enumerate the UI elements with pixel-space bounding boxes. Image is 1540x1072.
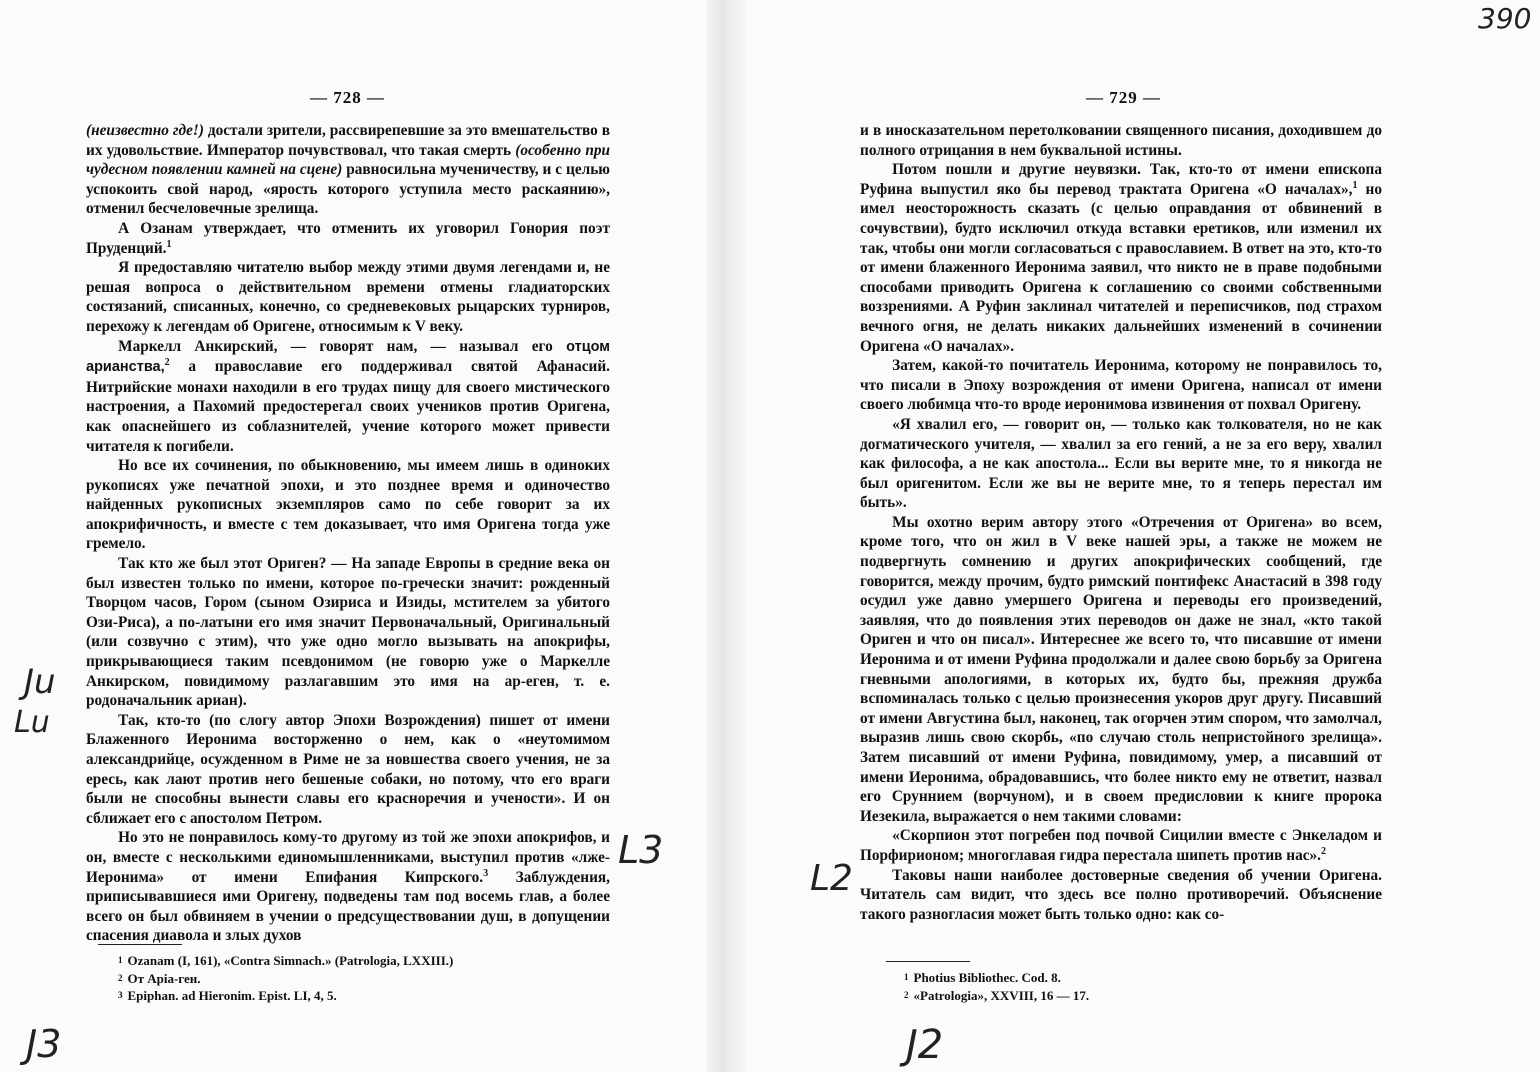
- footnote: [904, 969, 1364, 987]
- footnotes: [904, 969, 1364, 1004]
- footnote-mark: 2: [118, 972, 123, 983]
- paragraph: Так кто же был этот Ориген? — На западе Европы в средние века он был известен только по имени, которое по-гречески значит: рожденный Творцом часов, Гором (сыном Озириса и Изиды, мстителем за убитого Ози-Риса), а по-латыни его имя значит Первоначальный, Оригинальный (или созвучно с этим), что уже одно могло вызывать на апокрифы, прикрывающиеся таким псевдонимом (не говорю уже о Маркелле Анкирском, повидимому разлагавшим это имя на ар-еген, т. е. родоначальник ариан).: [86, 555, 610, 710]
- paragraph: Таковы наши наиболее достоверные сведения об учении Оригена. Читатель сам видит, что здесь все полно противоречий. Объяснение такого разногласия может быть только одно: как со-: [860, 866, 1382, 923]
- handwritten-annotation: J3: [26, 1022, 62, 1066]
- footnote-mark: 1: [118, 955, 123, 965]
- handwritten-annotation: Ju: [24, 662, 56, 702]
- footnote-mark: 2: [904, 989, 909, 1000]
- paragraph: Затем, какой-то почитатель Иеронима, которому не понравилось то, что писали в Эпоху возрождения от имени Оригена, написал от имени своего любимца что-то вроде иеронимова извинения от похвал Оригену.: [860, 357, 1382, 414]
- left-page: [0, 0, 706, 1072]
- paragraph: «Я хвалил его, — говорит он, — только как толкователя, но не как догматического учителя, — хвалил за его гений, а не за его веру, хвалил как философа, а не как апостола... Если вы верите мне, то я никогда не был оригенитом. Если же вы не верите мне, то я теперь перестал им быть».: [860, 415, 1382, 512]
- footnote-text: Epiphan. ad Hieronim. Epist. LI, 4, 5.: [127, 988, 337, 1003]
- footnote: [118, 952, 578, 970]
- footnote-text: «Patrologia», XXVIII, 16 — 17.: [913, 987, 1090, 1003]
- paragraph: А Озанам утверждает, что отменить их уговорил Гонория поэт Пруденций.$^1$: [86, 219, 610, 257]
- footnote-text: Ozanam (I, 161), «Contra Simnach.» (Patrologia, LXXIII.): [127, 953, 454, 968]
- paragraph: и в иносказательном перетолковании священного писания, доходившем до полного отрицания в нем буквальной истины.: [860, 122, 1382, 159]
- paragraph: Так, кто-то (по слогу автор Эпохи Возрождения) пишет от имени Блаженного Иеронима восторженно о нем, как о «неутомимом александрийце, осужденном в Риме не за новшества своего учения, не за ересь, как лают против него бешеные собаки, но потому, что его враги были не способны вынести славы его красноречия и учености». И он сближает его с апостолом Петром.: [86, 711, 610, 827]
- footnotes: [118, 952, 578, 1005]
- paragraph: Но все их сочинения, по обыкновению, мы имеем лишь в одиноких рукописях уже печатной эпохи, и это позднее время и одиночество найденных рукописных экземпляров само по себе говорит за их апокрифичность, и вместе с тем доказывает, что имя Оригена тогда уже гремело.: [86, 457, 610, 553]
- paragraph: Я предоставляю читателю выбор между этими двумя легендами и, не решая вопроса о действительном времени отмены гладиаторских состязаний, списанных, конечно, со средневековых рыцарских турниров, перехожу к легендам об Оригене, относимым к V веку.: [86, 259, 610, 335]
- footnote: [118, 970, 578, 988]
- footnote-rule: [886, 961, 970, 962]
- footnote-text: Photius Bibliothec. Cod. 8.: [913, 970, 1061, 985]
- paragraph: «Скорпион этот погребен под почвой Сицилии вместе с Энкеладом и Порфирионом; многоглавая гидра перестала шипеть против нас».$^2$: [860, 827, 1382, 864]
- footnote-rule: [98, 944, 182, 945]
- handwritten-annotation: 390: [1478, 2, 1532, 35]
- handwritten-annotation: L2: [810, 858, 853, 899]
- body-text: [860, 121, 1382, 924]
- footnote-text: От Apia-ген.: [127, 970, 201, 986]
- paragraph: Но это не понравилось кому-то другому из той же эпохи апокрифов, и он, вместе с несколькими единомышленниками, выступил против «лже-Иеронима» от имени Епифания Кипрского.$^3$ Заблуждения, приписывавшиеся ими Оригену, подведены там под восемь глав, а более всего он был обвиняем в учении о предсуществовании душ, в допущении спасения диавола и злых духов: [86, 829, 610, 945]
- right-page: [746, 0, 1540, 1072]
- page-number: — 729 —: [1086, 88, 1161, 107]
- footnote-mark: 3: [118, 990, 123, 1000]
- footnote: [118, 987, 578, 1005]
- paragraph: Мы охотно верим автору этого «Отречения от Оригена» во всем, кроме того, что он жил в V веке нашей эры, а также не можем не подвергнуть сомнению и других апокрифических сообщений, где говорится, между прочим, будто римский понтифекс Анастасий в 398 году осудил уже давно умершего Оригена и переводы его произведений, заявляя, что до появления этих переводов он даже не знал, «кто такой Ориген и что он писал». Интереснее же всего то, что писавшие от имени Иеронима и от имени Руфина продолжали и далее свою борьбу за Оригена гневными апологиями, в которых их, будто бы, прежняя дружба вспоминалась только с целью произнесения укоров друг другу. Писавший от имени Августина был, наконец, так огорчен этим спором, что замолчал, выразив лишь свою скорбь, «по случаю столь непристойного зрелища». Затем писавший от имени Руфина, повидимому, умер, а писавший от имени Иеронима, обрадовавшись, что более никто ему не ответит, назвал его Сруннием (ворчуном), и в своем предисловии к книге пророка Иезекила, выражается о нем такими словами:: [860, 513, 1382, 825]
- body-text: [86, 121, 610, 946]
- page-number: — 728 —: [310, 88, 385, 107]
- footnote-mark: 1: [904, 972, 909, 982]
- handwritten-annotation: J2: [906, 1022, 944, 1068]
- book-gutter: [706, 0, 746, 1072]
- paragraph: Потом пошли и другие неувязки. Так, кто-то от имени епископа Руфина выпустил яко бы перевод трактата Оригена «О началах»,$^1$ но имел неосторожность сказать (с целью оправдания от обвинений в сочувствии), будто исключил откуда вставки еретиков, или изменил их так, чтобы они могли согласоваться с православием. В ответ на это, кто-то от имени блаженного Иеронима заявил, что никто не в праве подобными способами приводить Оригена к соглашению со своими собственными воззрениями. А Руфин заклинал читателей и переписчиков, под страхом вечного огня, не делать никаких дальнейших изменений в сочинении Оригена «О началах».: [860, 161, 1382, 355]
- paragraph: (неизвестно где!) достали зрители, рассвирепевшие за это вмешательство в их удовольствие. Император почувствовал, что такая смерть (особенно при чудесном появлении камней на сцене) равносильна мученичеству, и с целью успокоить свой народ, «ярость которого уступила место раскаянию», отменил бесчеловечные зрелища.: [86, 122, 611, 218]
- paragraph: Маркелл Анкирский, — говорят нам, — называл его отцом арианства,$^2$ а православие его поддерживал святой Афанасий. Нитрийские монахи находили в его трудах пищу для своего мистического настроения, а Пахомий предостерегал своих учеников против Оригена, как опаснейшего из соблазнителей, учение которого может привести читателя к погибели.: [86, 337, 610, 455]
- handwritten-annotation: Lu: [14, 705, 50, 740]
- handwritten-annotation: L3: [618, 828, 664, 872]
- footnote: [904, 987, 1364, 1005]
